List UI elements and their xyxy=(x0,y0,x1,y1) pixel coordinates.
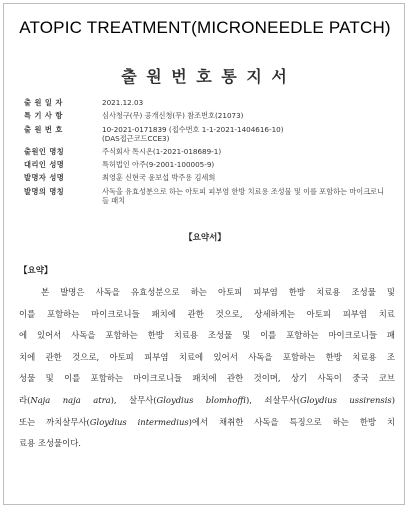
info-value xyxy=(102,173,394,182)
abstract-body xyxy=(19,282,395,455)
text-fragment: 라( xyxy=(19,394,31,405)
info-value-line: 심사청구(무) 공개신청(무) 참조번호(21073) xyxy=(102,111,244,121)
abstract-heading: 【요약】 xyxy=(19,266,53,276)
text-fragment: ) xyxy=(391,394,395,405)
abstract-line: 치에 관한 것으로, 아토피 피부염 치료에 있어서 사독을 포함하는 한방 치료용 조 xyxy=(19,351,395,362)
application-info xyxy=(24,98,394,209)
text-fragment: ), 쇠살무사( xyxy=(245,394,301,405)
info-label: 발명의 명칭 xyxy=(24,186,65,196)
species-name: Gloydius blomhoffi xyxy=(156,394,246,405)
abstract-line-species xyxy=(19,390,395,412)
notice-title: 출 원 번 호 통 지 서 xyxy=(121,67,289,86)
info-value xyxy=(102,111,394,120)
info-value-line: 주식회사 톡시온(1-2021-018689-1) xyxy=(102,146,222,156)
info-value-line: (DAS접근코드CCE3) xyxy=(102,133,170,143)
text-fragment: 또는 까치살무사( xyxy=(19,416,90,427)
info-row-application-number xyxy=(24,125,394,143)
species-name: Gloydius intermedius xyxy=(89,416,189,427)
abstract-line: 본 발명은 사독을 유효성분으로 하는 아토피 피부염 한방 치료용 조성물 및 xyxy=(41,287,395,297)
info-label: 발명자 성명 xyxy=(24,173,65,183)
info-row-special-notes xyxy=(24,111,394,120)
info-value-line: 10-2021-0171839 (접수번호 1-1-2021-1404616-10) xyxy=(102,124,284,134)
section-title-summary: 【요약서】 xyxy=(184,233,226,243)
species-name: Gloydius ussirensis xyxy=(300,394,392,405)
info-value-line: 2021.12.03 xyxy=(102,98,144,107)
info-row-applicant xyxy=(24,147,394,156)
text-fragment: ), 살무사( xyxy=(110,394,157,405)
info-label: 출 원 일 자 xyxy=(24,98,63,107)
info-row-invention-title xyxy=(24,187,394,205)
info-value-line: 들 패치 xyxy=(102,195,126,205)
info-value xyxy=(102,147,394,156)
info-value-line: 특허법인 아주(9-2001-100005-9) xyxy=(102,160,215,170)
abstract-line: 료용 조성물이다. xyxy=(19,438,81,449)
abstract-line: 이를 포함하는 마이크로니들 패치에 관한 것으로, 상세하게는 아토피 피부염 치료 xyxy=(19,308,395,319)
info-value xyxy=(102,160,394,169)
info-value xyxy=(102,187,394,205)
info-label: 출 원 번 호 xyxy=(24,124,63,134)
abstract-line-species xyxy=(19,412,395,434)
info-value xyxy=(102,98,394,107)
info-label: 특 기 사 항 xyxy=(24,111,63,121)
info-value-line: 사독을 유효성분으로 하는 아토피 피부염 한방 치료용 조성물 및 이를 포함하는 마이크로니 xyxy=(102,186,385,196)
page-title: ATOPIC TREATMENT(MICRONEEDLE PATCH) xyxy=(19,18,391,37)
info-label: 대리인 성명 xyxy=(24,160,65,170)
info-value-line: 최영훈 신현국 윤보섭 박주용 김세희 xyxy=(102,173,216,183)
info-row-agent xyxy=(24,160,394,169)
info-value xyxy=(102,125,394,143)
info-label: 출원인 명칭 xyxy=(24,146,65,156)
text-fragment: )에서 채취한 사독을 특징으로 하는 한방 치 xyxy=(188,416,395,427)
species-name: Naja naja atra xyxy=(30,394,111,405)
info-row-filing-date xyxy=(24,98,394,107)
abstract-line: 성물 및 이를 포함하는 마이크로니들 패치에 관한 것이며, 상기 사독이 중국 코브 xyxy=(19,373,395,384)
abstract-line: 에 있어서 사독을 포함하는 한방 치료용 조성물 및 이를 포함하는 마이크로니들 패 xyxy=(19,330,395,341)
info-row-inventors xyxy=(24,173,394,182)
